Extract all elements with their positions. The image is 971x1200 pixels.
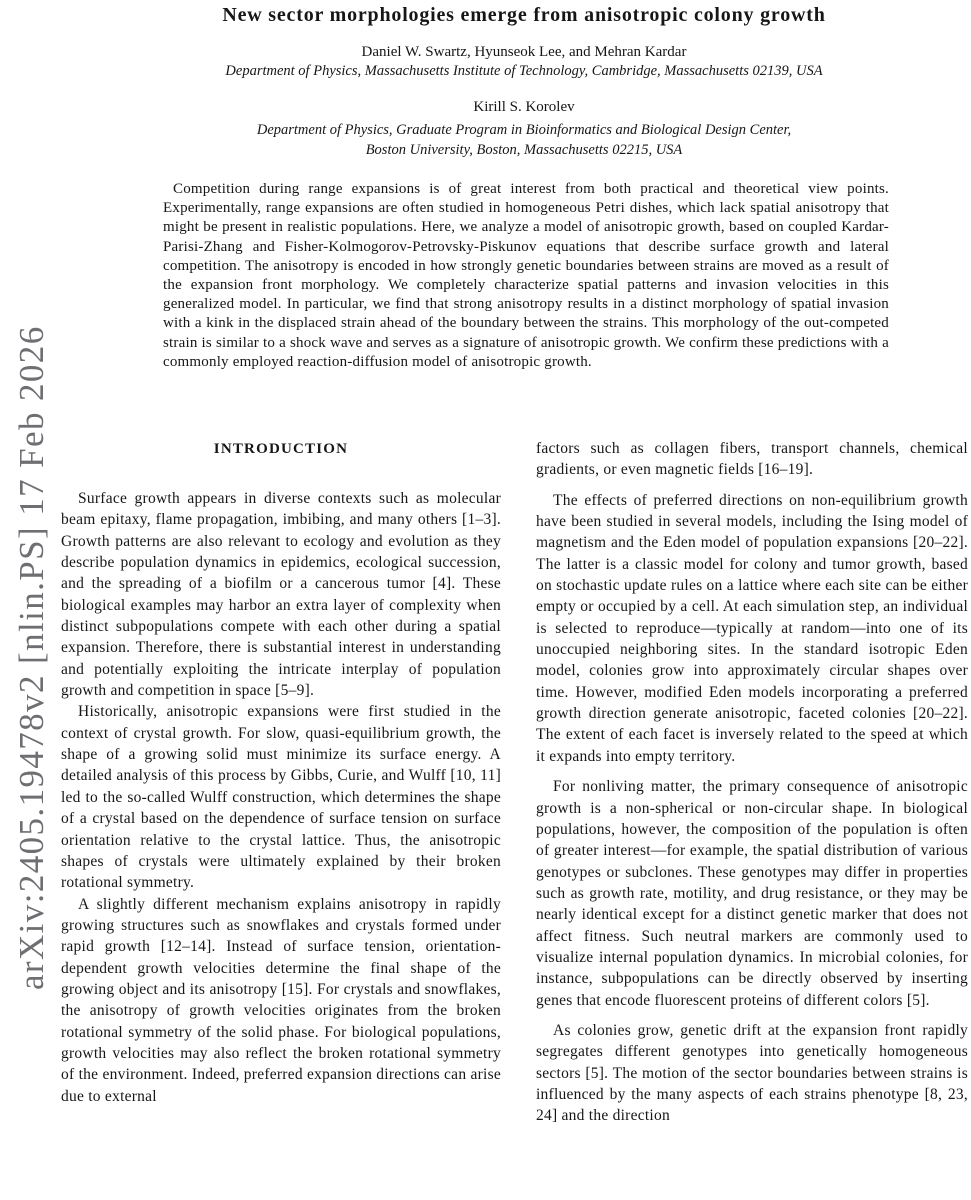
intro-paragraph-1: Surface growth appears in diverse contexts such as molecular beam epitaxy, flame propagation, imbibing, and many others [1–3]. Growth patterns are also relevant to ecology and evolution as they describe population dynamics in epidemics, ecological succession, and the spreading of a biofilm or a cancerous tumor [4]. These biological examples may harbor an extra layer of complexity when distinct subpopulations compete with each other during a spatial expansion. Therefore, there is substantial interest in understanding and potentially exploiting the intricate interplay of population growth and competition in space [5–9]. <box>61 490 501 700</box>
introduction-heading: INTRODUCTION <box>213 441 349 457</box>
author-list-primary: Daniel W. Swartz, Hyunseok Lee, and Mehran Kardar <box>361 44 687 60</box>
arxiv-watermark: arXiv:2405.19478v2 [nlin.PS] 17 Feb 2026 <box>12 325 51 990</box>
intro-paragraph-4: The effects of preferred directions on non-equilibrium growth have been studied in several models, including the Ising model of magnetism and the Eden model of population expansions [20–22]. The latter is a classic model for colony and tumor growth, based on stochastic update rules on a lattice where each site can be either empty or occupied by a cell. At each simulation step, an individual is selected to reproduce—typically at random—into one of its unoccupied neighboring sites. In the standard isotropic Eden model, colonies grow into approximately circular shapes over time. However, modified Eden models incorporating a preferred growth direction generate anisotropic, faceted colonies [20–22]. The extent of each facet is inversely related to the speed at which it expands into empty territory. <box>536 491 968 765</box>
intro-paragraph-3: A slightly different mechanism explains anisotropy in rapidly growing structures such as snowflakes and crystals formed under rapid growth [12–14]. Instead of surface tension, orientation-dependent growth velocities determine the final shape of the growing object and its anisotropy [15]. For crystals and snowflakes, the anisotropy of growth velocities originates from the broken rotational symmetry of the solid phase. For biological populations, growth velocities may also reflect the broken rotational symmetry of the environment. Indeed, preferred expansion directions can arise due to external <box>61 895 501 1105</box>
author-korolev: Kirill S. Korolev <box>473 99 575 115</box>
affiliation-bu-line1: Department of Physics, Graduate Program in Bioinformatics and Biological Design Center, <box>256 122 792 138</box>
left-column <box>61 438 501 1107</box>
abstract-text: Competition during range expansions is of great interest from both practical and theoretical view points. Experimentally, range expansions are often studied in homogeneous Petri dishes, which lack spatial anisotropy that might be present in realistic populations. Here, we analyze a model of anisotropic growth, based on coupled Kardar-Parisi-Zhang and Fisher-Kolmogorov-Petrovsky-Piskunov equations that describe surface growth and lateral competition. The anisotropy is encoded in how strongly genetic boundaries between strains are moved as a result of the expansion front morphology. We completely characterize spatial patterns and invasion velocities in this generalized model. In particular, we find that strong anisotropy results in a distinct morphology of spatial invasion with a kink in the displaced strain ahead of the boundary between the strains. This morphology of the out-competed strain is similar to a shock wave and serves as a signature of anisotropic growth. We confirm these predictions with a commonly employed reaction-diffusion model of anisotropic growth. <box>163 181 889 370</box>
intro-paragraph-5: For nonliving matter, the primary consequence of anisotropic growth is a non-spherical or non-circular shape. In biological populations, however, the composition of the population is often of greater interest—for example, the spatial distribution of various genotypes or subclones. These genotypes may differ in properties such as growth rate, motility, and drug resistance, or they may be nearly identical except for a distinct genetic marker that does not affect fitness. Such neutral markers are commonly used to visualize internal population dynamics. In microbial colonies, for instance, subpopulations can be directly observed by inserting genes that encode fluorescent proteins of different colors [5]. <box>536 778 968 1009</box>
affiliation-mit: Department of Physics, Massachusetts Institute of Technology, Cambridge, Massachusetts 02139, USA <box>225 63 823 79</box>
intro-paragraph-2: Historically, anisotropic expansions were first studied in the context of crystal growth. For slow, quasi-equilibrium growth, the shape of a growing solid must minimize its surface energy. A detailed analysis of this process by Gibbs, Curie, and Wulff [10, 11] led to the so-called Wulff construction, which determines the shape of a crystal based on the dependence of surface tension on surface orientation relative to the crystal lattice. Thus, the anisotropic shapes of crystals were ultimately explained by their broken rotational symmetry. <box>61 703 501 892</box>
intro-paragraph-6: As colonies grow, genetic drift at the expansion front rapidly segregates different genotypes into genetically homogeneous sectors [5]. The motion of the sector boundaries between strains is influenced by the many aspects of each strains phenotype [8, 23, 24] and the direction <box>536 1021 968 1125</box>
right-column <box>536 438 968 1136</box>
paper-title: New sector morphologies emerge from anisotropic colony growth <box>222 4 826 26</box>
affiliation-bu-line2: Boston University, Boston, Massachusetts 02215, USA <box>365 142 683 158</box>
intro-paragraph-3-continued: factors such as collagen fibers, transport channels, chemical gradients, or even magnetic fields [16–19]. <box>536 440 968 479</box>
